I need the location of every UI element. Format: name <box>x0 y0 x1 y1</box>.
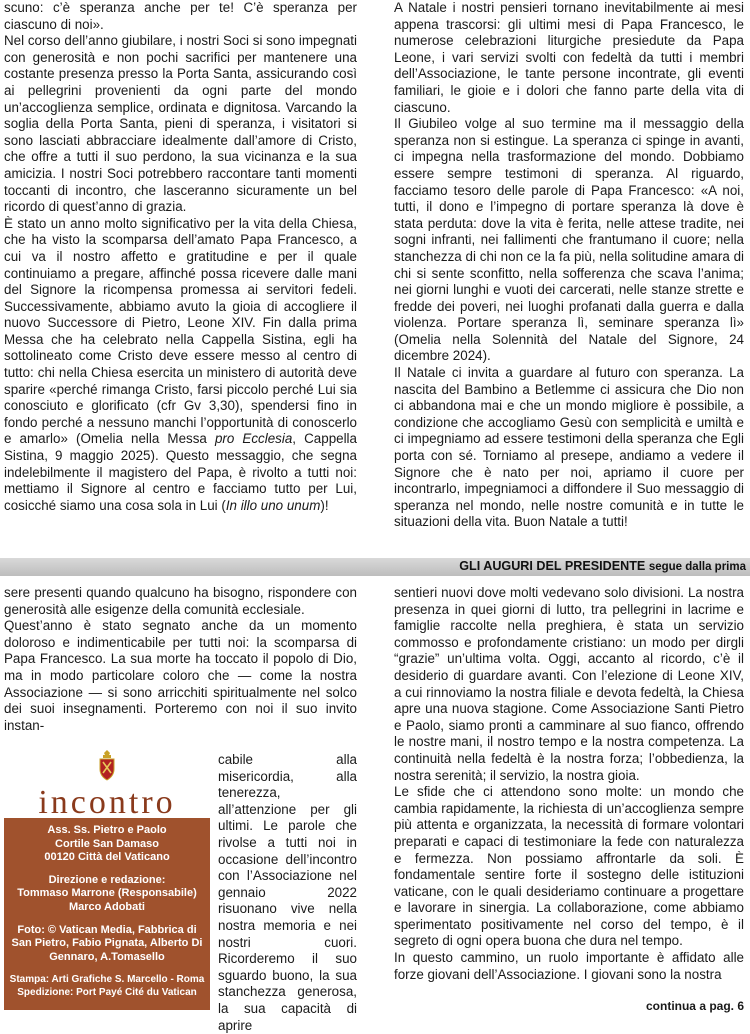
paragraph: cabile alla misericordia, alla tenerezza, all’attenzione per gli ultimi. Le parole che rivolse a tutti noi in occasione dell’incontro con l’Associazione nel gennaio 2022 risuonano vive nella nostra memoria e nei nostri cuori. Ricorderemo il suo sguardo buono, la sua stanchezza generosa, la sua capacità di aprire <box>218 752 357 1033</box>
paragraph: sentieri nuovi dove molti vedevano solo divisioni. La nostra presenza in quei giorni di lutto, tra pellegrini in lacrime e famiglie raccolte nella preghiera, è stata un servizio commosso e profondamente cristiano: un modo per dirgli “grazie” un’ultima volta. Oggi, accanto al ricordo, c’è il desiderio di guardare avanti. Con l’elezione di Leone XIV, a cui rinnoviamo la nostra filiale e devota fedeltà, la Chiesa apre una nuova stagione. Come Associazione Santi Pietro e Paolo, siamo pronti a camminare al suo fianco, offrendo le nostre mani, il nostro tempo e la nostra competenza. La continuità nella fedeltà è la nostra forza; l’obbedienza, la nostra serenità; il servizio, la nostra gioia. <box>394 585 744 783</box>
article-column-top-right <box>394 0 744 531</box>
paragraph: In questo cammino, un ruolo importante è affidato alle forze giovani dell’Associazione. I giovani sono la nostra <box>394 950 744 982</box>
masthead-print-info: Stampa: Arti Grafiche S. Marcello - Roma Spedizione: Port Payé Cité du Vatican <box>9 974 205 998</box>
article-column-bottom-left-narrow <box>218 752 357 1034</box>
article-column-bottom-right <box>394 585 744 983</box>
paragraph: Il Natale ci invita a guardare al futuro con speranza. La nascita del Bambino a Betlemme ci assicura che Dio non ci abbandona mai e che un mondo migliore è possibile, a condizione che accogliamo Gesù con semplicità e umiltà e ci impegniamo ad essere testimoni della speranza che Egli porta con sé. Torniamo al presepe, andiamo a vedere il Signore che è nato per noi, apriamo il cuore per incontrarlo, impegniamoci a diffondere il Suo messaggio di speranza nel mondo, nelle nostre comunità e in tutte le situazioni della vita. Buon Natale a tutti! <box>394 365 744 530</box>
paragraph: sere presenti quando qualcuno ha bisogno, rispondere con generosità alle esigenze della comunità ecclesiale. <box>4 585 357 617</box>
masthead-box <box>4 744 210 1010</box>
article-column-bottom-left <box>4 585 357 734</box>
masthead-editorial: Direzione e redazione: Tommaso Marrone (Responsabile) Marco Adobati <box>17 873 197 913</box>
article-column-top-left <box>4 0 357 514</box>
section-subtitle: segue dalla prima <box>648 561 746 573</box>
paragraph: Nel corso dell’anno giubilare, i nostri Soci si sono impegnati con generosità e non pochi sacrifici per mantenere una costante presenza presso la Porta Santa, assicurando così ai pellegrini provenienti da ogni parte del mondo un’accoglienza semplice, ordinata e dignitosa. Varcando la soglia della Porta Santa, pieni di speranza, i visitatori si sono lasciati abbracciare idealmente dall’amore di Cristo, che offre a tutti il suo perdono, la sua vicinanza e la sua amicizia. I nostri Soci potrebbero raccontare tanti momenti toccanti di incontro, che lasceranno sicuramente un bel ricordo di quest’anno di grazia. <box>4 33 357 215</box>
paragraph: Quest’anno è stato segnato anche da un momento doloroso e indimenticabile per tutti noi: la scomparsa di Papa Francesco. La sua morte ha toccato il popolo di Dio, ma in modo particolare coloro che — come la nostra Associazione — si sono arricchiti spiritualmente nel solco dei suoi insegnamenti. Porteremo con noi il suo invito instan- <box>4 618 357 733</box>
italic-text: In illo uno unum <box>225 497 321 513</box>
paragraph: A Natale i nostri pensieri tornano inevitabilmente ai mesi appena trascorsi: gli ultimi mesi di Papa Francesco, le numerose celebrazioni liturgiche presiedute da Papa Leone, i vari servizi svolti con fedeltà da tutti i membri dell’Associazione, le tante persone incontrate, gli eventi familiari, le gioie e i dolori che fanno parte della vita di ciascuno. <box>394 0 744 115</box>
papal-crest-icon <box>95 749 119 781</box>
paragraph: Il Giubileo volge al suo termine ma il messaggio della speranza non si estingue. La speranza ci spinge in avanti, ci impegna nella trasformazione del mondo. Dobbiamo essere sempre testimoni di speranza. Al riguardo, facciamo tesoro delle parole di Papa Francesco: «A noi, tutti, il dono e l’impegno di portare speranza là dove è stata perduta: dove la vita è ferita, nelle attese tradite, nei sogni infranti, nei fallimenti che frantumano il cuore; nella stanchezza di chi non ce la fa più, nella solitudine amara di chi si sente sconfitto, nella sofferenza che scava l’anima; nei giorni lunghi e vuoti dei carcerati, nelle stanze strette e fredde dei poveri, nei luoghi profanati dalla guerra e dalla violenza. Portare speranza lì, seminare speranza lì» (Omelia nella Solennità del Natale del Signore, 24 dicembre 2024). <box>394 116 744 364</box>
masthead-logo <box>4 744 210 821</box>
section-divider <box>0 558 750 576</box>
continued-on-page-link[interactable]: continua a pag. 6 <box>645 999 744 1013</box>
paragraph: scuno: c’è speranza anche per te! C’è speranza per ciascuno di noi». <box>4 0 357 32</box>
section-title: GLI AUGURI DEL PRESIDENTE <box>459 559 646 573</box>
paragraph: Le sfide che ci attendono sono molte: un mondo che cambia rapidamente, la richiesta di un’accoglienza sempre più attenta e organizzata, la necessità di formare volontari preparati e capaci di testimoniare la fede con naturalezza e fermezza. Non possiamo affrontarle da soli. È fondamentale sentire forte il sostegno delle istituzioni vaticane, con le quali desideriamo continuare a progettare e lavorare in sinergia. La collaborazione, come abbiamo sperimentato positivamente nel corso del tempo, è il segreto di ogni opera buona che dura nel tempo. <box>394 784 744 949</box>
italic-text: pro Ecclesia <box>214 431 293 447</box>
section-header <box>459 559 746 573</box>
masthead-photo-credits: Foto: © Vatican Media, Fabbrica di San Pietro, Fabio Pignata, Alberto Di Gennaro, A.Tomasello <box>11 923 203 963</box>
paragraph: È stato un anno molto significativo per la vita della Chiesa, che ha visto la scomparsa dell’amato Papa Francesco, a cui va il nostro affetto e gratitudine e per il quale continuiamo a pregare, affinché possa ricevere dalle mani del Signore la ricompensa promessa ai servitori fedeli. Successivamente, abbiamo avuto la gioia di accogliere il nuovo Successore di Pietro, Leone XIV. Fin dalla prima Messa che ha celebrato nella Cappella Sistina, egli ha sottolineato come Cristo deve essere messo al centro di tutto: chi nella Chiesa esercita un ministero di autorità deve sparire «perché rimanga Cristo, farsi piccolo perché Lui sia conosciuto e glorificato (cfr Gv 3,30), spendersi fino in fondo perché a nessuno manchi l’opportunità di conoscerlo e amarlo» (Omelia nella Messa pro Ecclesia, Cappella Sistina, 9 maggio 2025). Questo messaggio, che segna indelebilmente il magistero del Papa, è rivolto a tutti noi: mettiamo il Signore al centro e facciamo tutto per Lui, cosicché siamo una cosa sola in Lui (In illo uno unum)! <box>4 215 357 513</box>
masthead-title: incontro <box>38 784 176 821</box>
masthead-address: Ass. Ss. Pietro e Paolo Cortile San Damaso 00120 Città del Vaticano <box>44 824 170 864</box>
